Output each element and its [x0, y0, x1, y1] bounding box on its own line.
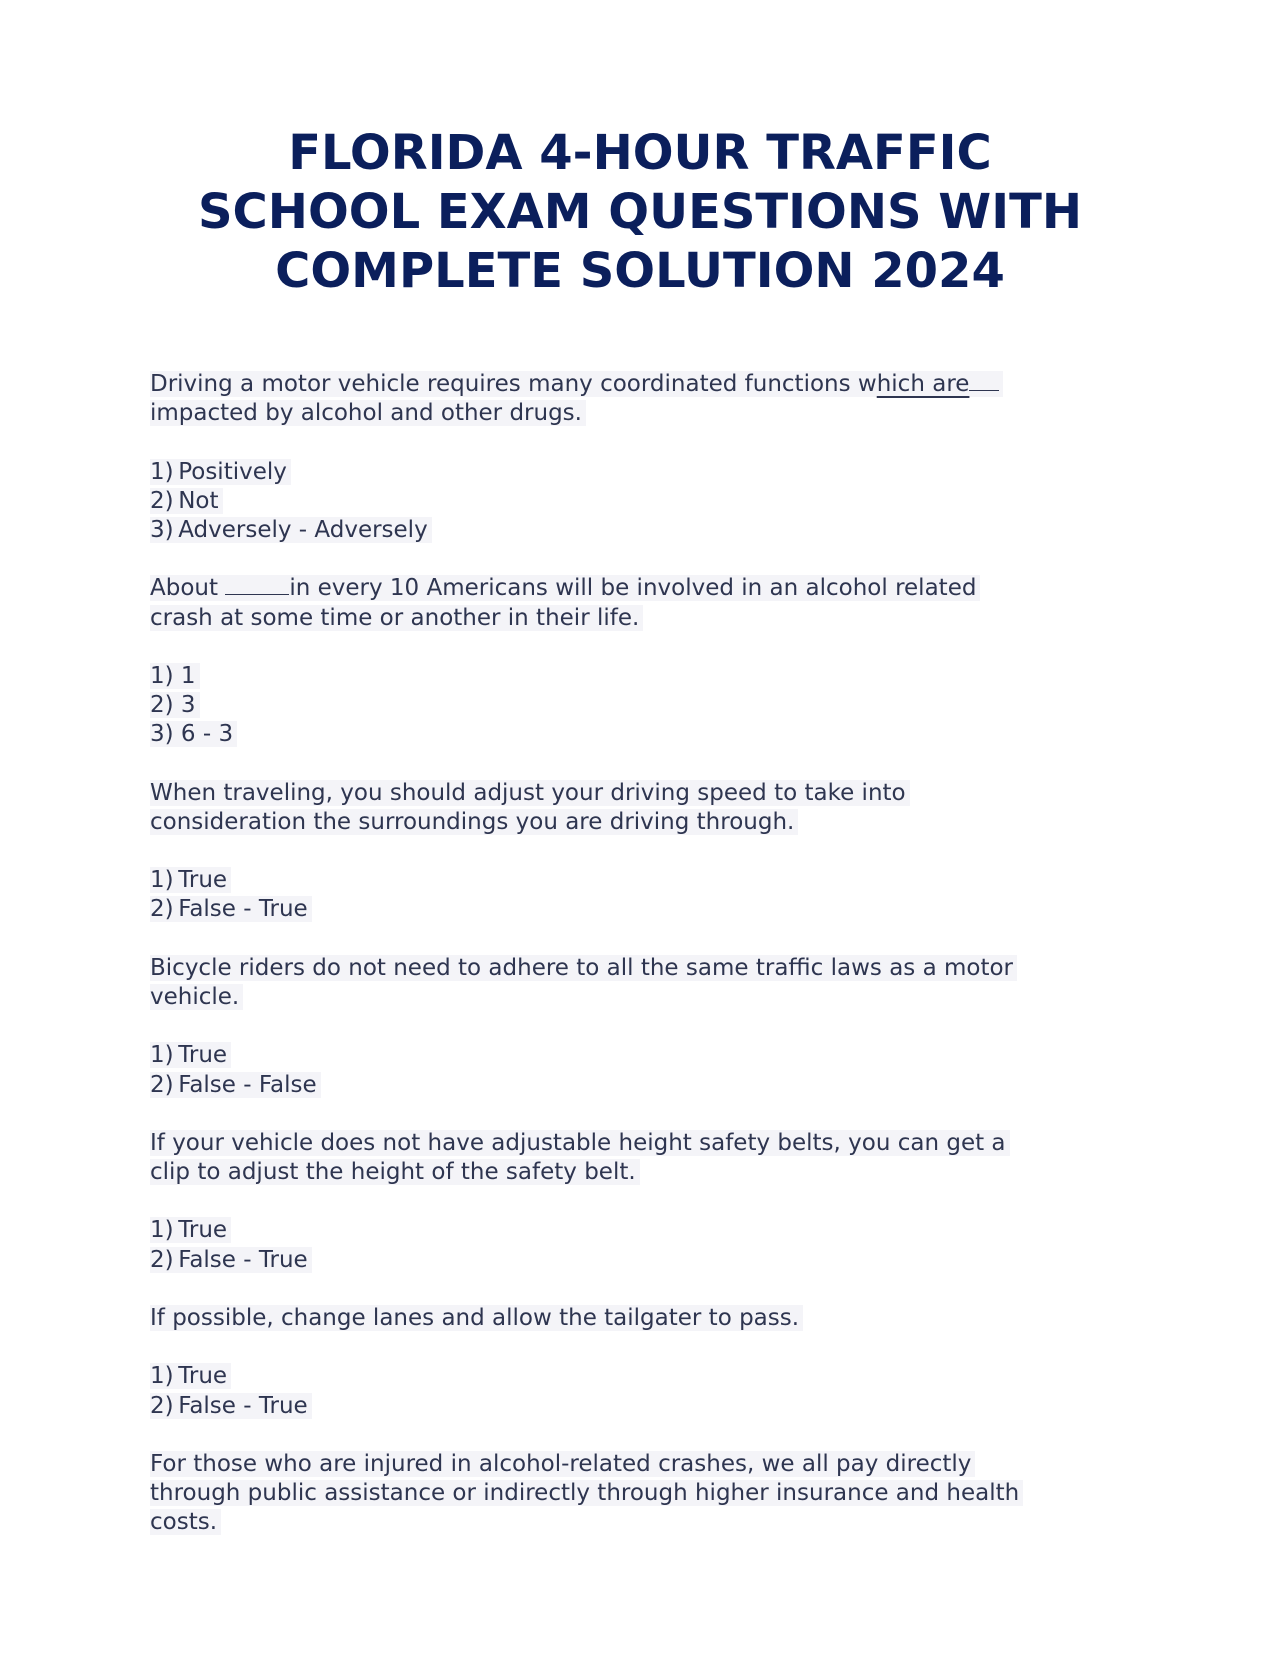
fill-in-blank — [225, 576, 289, 595]
answer-option: 3) Adversely - Adversely — [150, 516, 1110, 545]
question-text: vehicle. — [150, 983, 1110, 1012]
question-text: impacted by alcohol and other drugs. — [150, 399, 1110, 428]
question-text: When traveling, you should adjust your driving speed to take into — [150, 779, 1110, 808]
title-line: COMPLETE SOLUTION 2024 — [275, 243, 1005, 299]
answer-option: 3) 6 - 3 — [150, 720, 1110, 749]
question-block — [150, 574, 1110, 778]
answer-option: 2) 3 — [150, 691, 1110, 720]
question-text: costs. — [150, 1508, 1110, 1537]
question-text: If your vehicle does not have adjustable height safety belts, you can get a — [150, 1129, 1110, 1158]
answer-option: 2) False - True — [150, 895, 1110, 924]
question-text: If possible, change lanes and allow the tailgater to pass. — [150, 1304, 1110, 1333]
question-block — [150, 954, 1110, 1129]
question-block — [150, 1450, 1110, 1538]
answer-option: 2) False - True — [150, 1392, 1110, 1421]
question-text: Bicycle riders do not need to adhere to all the same traffic laws as a motor — [150, 954, 1110, 983]
answer-option: 1) True — [150, 1362, 1110, 1391]
document-title — [100, 124, 1180, 301]
question-text: Driving a motor vehicle requires many coordinated functions which are — [150, 370, 1110, 399]
question-text: through public assistance or indirectly through higher insurance and health — [150, 1479, 1110, 1508]
question-block — [150, 779, 1110, 954]
question-text: consideration the surroundings you are driving through. — [150, 808, 1110, 837]
question-text: crash at some time or another in their life. — [150, 604, 1110, 633]
question-list — [150, 370, 1110, 1538]
question-block — [150, 1304, 1110, 1450]
answer-option: 1) Positively — [150, 458, 1110, 487]
title-line: FLORIDA 4-HOUR TRAFFIC — [288, 125, 992, 181]
answer-option: 1) True — [150, 1216, 1110, 1245]
question-block — [150, 1129, 1110, 1304]
answer-option: 1) True — [150, 1041, 1110, 1070]
answer-option: 2) Not — [150, 487, 1110, 516]
title-line: SCHOOL EXAM QUESTIONS WITH — [197, 184, 1082, 240]
question-text: For those who are injured in alcohol-related crashes, we all pay directly — [150, 1450, 1110, 1479]
answer-option: 2) False - True — [150, 1246, 1110, 1275]
question-text: About in every 10 Americans will be involved in an alcohol related — [150, 574, 1110, 603]
answer-option: 2) False - False — [150, 1071, 1110, 1100]
question-text: clip to adjust the height of the safety belt. — [150, 1158, 1110, 1187]
answer-option: 1) True — [150, 866, 1110, 895]
answer-option: 1) 1 — [150, 662, 1110, 691]
question-block — [150, 370, 1110, 574]
